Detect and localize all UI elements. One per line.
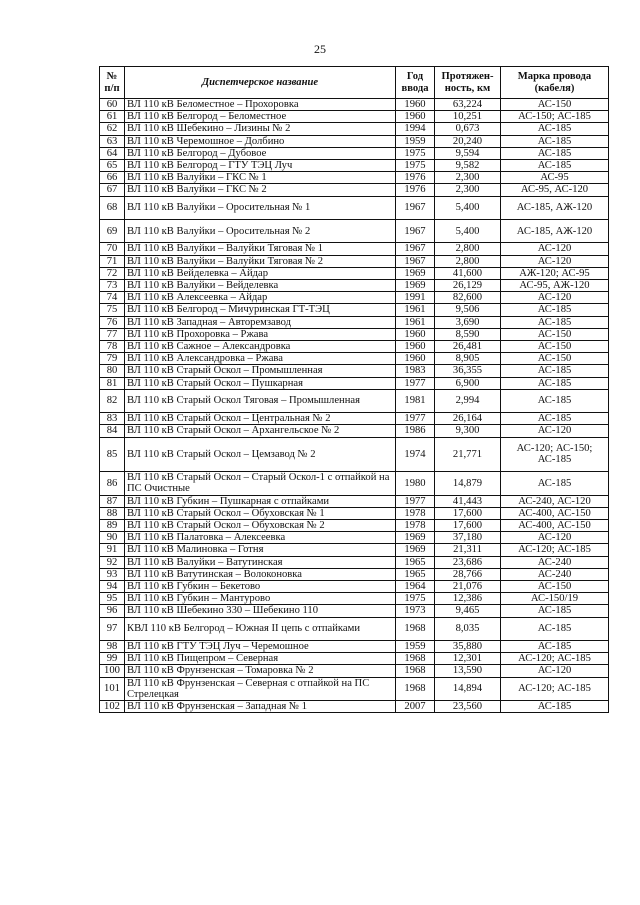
row-number: 102 [100,701,125,713]
row-number: 87 [100,495,125,507]
row-number: 74 [100,292,125,304]
line-length: 9,506 [435,304,501,316]
line-length: 2,800 [435,243,501,255]
line-name: ВЛ 110 кВ Шебекино 330 – Шебекино 110 [125,605,396,617]
wire-mark: АС-185 [501,123,609,135]
commission-year: 1994 [396,123,435,135]
commission-year: 1978 [396,507,435,519]
row-number: 72 [100,267,125,279]
table-row [100,472,609,495]
line-name: ВЛ 110 кВ Белгород – Беломестное [125,111,396,123]
row-number: 79 [100,353,125,365]
table-row [100,172,609,184]
line-name: ВЛ 110 кВ Губкин – Мантурово [125,593,396,605]
header-name: Диспетчерское название [125,67,396,99]
line-length: 5,400 [435,220,501,243]
line-name: ВЛ 110 кВ Малиновка – Готня [125,544,396,556]
commission-year: 1968 [396,617,435,640]
wire-mark: АС-185 [501,160,609,172]
line-length: 0,673 [435,123,501,135]
row-number: 75 [100,304,125,316]
line-name: КВЛ 110 кВ Белгород – Южная II цепь с отпайками [125,617,396,640]
wire-mark: АС-185 [501,304,609,316]
row-number: 89 [100,520,125,532]
wire-mark: АС-185 [501,641,609,653]
commission-year: 1961 [396,304,435,316]
commission-year: 1960 [396,111,435,123]
line-length: 9,594 [435,147,501,159]
line-name: ВЛ 110 кВ Пищепром – Северная [125,653,396,665]
wire-mark: АС-185 [501,617,609,640]
table-row [100,581,609,593]
commission-year: 1959 [396,641,435,653]
line-name: ВЛ 110 кВ Фрунзенская – Северная с отпайкой на ПС Стрелецкая [125,677,396,700]
commission-year: 1975 [396,147,435,159]
line-name: ВЛ 110 кВ Черемошное – Долбино [125,135,396,147]
row-number: 98 [100,641,125,653]
line-length: 12,386 [435,593,501,605]
commission-year: 1977 [396,495,435,507]
line-name: ВЛ 110 кВ Валуйки – Вейделевка [125,280,396,292]
commission-year: 1977 [396,377,435,389]
line-name: ВЛ 110 кВ Старый Оскол – Обуховская № 2 [125,520,396,532]
row-number: 83 [100,413,125,425]
header-length: Протяжен-ность, км [435,67,501,99]
line-length: 2,994 [435,389,501,412]
wire-mark: АС-95 [501,172,609,184]
line-name: ВЛ 110 кВ Старый Оскол – Старый Оскол-1 с отпайкой на ПС Очистные [125,472,396,495]
wire-mark: АС-185 [501,365,609,377]
row-number: 70 [100,243,125,255]
table-row [100,413,609,425]
table-row [100,147,609,159]
commission-year: 1968 [396,653,435,665]
line-length: 2,800 [435,255,501,267]
line-length: 9,300 [435,425,501,437]
commission-year: 1967 [396,243,435,255]
wire-mark: АС-120 [501,665,609,677]
row-number: 100 [100,665,125,677]
commission-year: 1975 [396,160,435,172]
line-name: ВЛ 110 кВ Валуйки – Валуйки Тяговая № 2 [125,255,396,267]
wire-mark: АС-185 [501,605,609,617]
table-header-row [100,67,609,99]
line-length: 10,251 [435,111,501,123]
line-name: ВЛ 110 кВ Валуйки – Оросительная № 2 [125,220,396,243]
wire-mark: АС-400, АС-150 [501,507,609,519]
line-name: ВЛ 110 кВ Ватутинская – Волоконовка [125,568,396,580]
line-name: ВЛ 110 кВ Валуйки – ГКС № 1 [125,172,396,184]
wire-mark: АС-150; АС-185 [501,111,609,123]
line-length: 41,600 [435,267,501,279]
row-number: 88 [100,507,125,519]
row-number: 101 [100,677,125,700]
commission-year: 1961 [396,316,435,328]
commission-year: 1973 [396,605,435,617]
row-number: 94 [100,581,125,593]
line-name: ВЛ 110 кВ Белгород – ГТУ ТЭЦ Луч [125,160,396,172]
line-name: ВЛ 110 кВ Западная – Авторемзавод [125,316,396,328]
line-length: 21,076 [435,581,501,593]
row-number: 62 [100,123,125,135]
line-length: 2,300 [435,172,501,184]
line-name: ВЛ 110 кВ ГТУ ТЭЦ Луч – Черемошное [125,641,396,653]
line-length: 8,590 [435,328,501,340]
table-row [100,160,609,172]
row-number: 71 [100,255,125,267]
row-number: 77 [100,328,125,340]
wire-mark: АС-95, АС-120 [501,184,609,196]
line-name: ВЛ 110 кВ Губкин – Пушкарная с отпайками [125,495,396,507]
commission-year: 1967 [396,255,435,267]
row-number: 69 [100,220,125,243]
table-row [100,304,609,316]
line-name: ВЛ 110 кВ Старый Оскол – Промышленная [125,365,396,377]
table-row [100,641,609,653]
wire-mark: АС-185 [501,413,609,425]
line-length: 17,600 [435,507,501,519]
line-name: ВЛ 110 кВ Александровка – Ржава [125,353,396,365]
header-wire: Марка провода (кабеля) [501,67,609,99]
line-length: 26,164 [435,413,501,425]
row-number: 63 [100,135,125,147]
commission-year: 1969 [396,280,435,292]
line-name: ВЛ 110 кВ Фрунзенская – Томаровка № 2 [125,665,396,677]
line-length: 17,600 [435,520,501,532]
wire-mark: АС-120 [501,255,609,267]
table-row [100,353,609,365]
row-number: 73 [100,280,125,292]
commission-year: 1959 [396,135,435,147]
commission-year: 1968 [396,677,435,700]
line-length: 9,582 [435,160,501,172]
line-length: 20,240 [435,135,501,147]
table-row [100,701,609,713]
table-row [100,568,609,580]
line-name: ВЛ 110 кВ Валуйки – ГКС № 2 [125,184,396,196]
line-length: 26,481 [435,341,501,353]
line-length: 41,443 [435,495,501,507]
row-number: 66 [100,172,125,184]
commission-year: 1980 [396,472,435,495]
row-number: 61 [100,111,125,123]
row-number: 78 [100,341,125,353]
table-row [100,507,609,519]
line-name: ВЛ 110 кВ Валуйки – Ватутинская [125,556,396,568]
table-row [100,425,609,437]
row-number: 76 [100,316,125,328]
table-row [100,196,609,219]
wire-mark: АС-185, АЖ-120 [501,220,609,243]
row-number: 99 [100,653,125,665]
commission-year: 1969 [396,267,435,279]
table-row [100,123,609,135]
wire-mark: АС-120 [501,243,609,255]
row-number: 92 [100,556,125,568]
wire-mark: АС-95, АЖ-120 [501,280,609,292]
table-row [100,135,609,147]
wire-mark: АС-185 [501,316,609,328]
wire-mark: АС-120; АС-185 [501,544,609,556]
commission-year: 1968 [396,665,435,677]
line-name: ВЛ 110 кВ Алексеевка – Айдар [125,292,396,304]
wire-mark: АС-150 [501,328,609,340]
table-body [100,99,609,713]
line-length: 8,905 [435,353,501,365]
commission-year: 1976 [396,172,435,184]
line-name: ВЛ 110 кВ Старый Оскол – Архангельское № 2 [125,425,396,437]
line-length: 23,560 [435,701,501,713]
line-name: ВЛ 110 кВ Старый Оскол – Цемзавод № 2 [125,437,396,472]
row-number: 84 [100,425,125,437]
line-name: ВЛ 110 кВ Фрунзенская – Западная № 1 [125,701,396,713]
commission-year: 1991 [396,292,435,304]
table-row [100,220,609,243]
row-number: 85 [100,437,125,472]
table-row [100,377,609,389]
line-length: 14,879 [435,472,501,495]
wire-mark: АС-185 [501,472,609,495]
commission-year: 1976 [396,184,435,196]
row-number: 86 [100,472,125,495]
wire-mark: АС-120 [501,532,609,544]
table-row [100,316,609,328]
line-length: 28,766 [435,568,501,580]
line-name: ВЛ 110 кВ Губкин – Бекетово [125,581,396,593]
line-length: 21,311 [435,544,501,556]
table-row [100,617,609,640]
commission-year: 1960 [396,328,435,340]
line-length: 26,129 [435,280,501,292]
wire-mark: АС-240, АС-120 [501,495,609,507]
table-row [100,520,609,532]
line-name: ВЛ 110 кВ Старый Оскол Тяговая – Промышленная [125,389,396,412]
table-row [100,111,609,123]
line-length: 9,465 [435,605,501,617]
table-row [100,677,609,700]
table-row [100,365,609,377]
table-row [100,605,609,617]
row-number: 65 [100,160,125,172]
wire-mark: АС-150 [501,99,609,111]
table-row [100,665,609,677]
power-lines-table [99,66,609,713]
commission-year: 1981 [396,389,435,412]
line-length: 23,686 [435,556,501,568]
wire-mark: АС-185 [501,135,609,147]
commission-year: 1964 [396,581,435,593]
line-length: 82,600 [435,292,501,304]
commission-year: 1960 [396,341,435,353]
table-row [100,243,609,255]
table-row [100,437,609,472]
line-name: ВЛ 110 кВ Беломестное – Прохоровка [125,99,396,111]
line-length: 63,224 [435,99,501,111]
line-length: 3,690 [435,316,501,328]
line-name: ВЛ 110 кВ Валуйки – Валуйки Тяговая № 1 [125,243,396,255]
table-row [100,341,609,353]
line-name: ВЛ 110 кВ Прохоровка – Ржава [125,328,396,340]
wire-mark: АС-120 [501,425,609,437]
header-number: № п/п [100,67,125,99]
commission-year: 2007 [396,701,435,713]
row-number: 80 [100,365,125,377]
line-name: ВЛ 110 кВ Сажное – Александровка [125,341,396,353]
row-number: 93 [100,568,125,580]
table-row [100,532,609,544]
wire-mark: АС-120 [501,292,609,304]
line-name: ВЛ 110 кВ Вейделевка – Айдар [125,267,396,279]
commission-year: 1960 [396,99,435,111]
row-number: 96 [100,605,125,617]
line-length: 35,880 [435,641,501,653]
commission-year: 1983 [396,365,435,377]
wire-mark: АС-120; АС-185 [501,677,609,700]
row-number: 81 [100,377,125,389]
table-row [100,389,609,412]
table-row [100,99,609,111]
table-row [100,328,609,340]
row-number: 68 [100,196,125,219]
row-number: 95 [100,593,125,605]
row-number: 90 [100,532,125,544]
row-number: 82 [100,389,125,412]
row-number: 67 [100,184,125,196]
wire-mark: АС-150/19 [501,593,609,605]
line-length: 12,301 [435,653,501,665]
wire-mark: АС-185 [501,701,609,713]
wire-mark: АС-240 [501,556,609,568]
line-name: ВЛ 110 кВ Старый Оскол – Пушкарная [125,377,396,389]
commission-year: 1965 [396,568,435,580]
commission-year: 1969 [396,532,435,544]
table-row [100,495,609,507]
wire-mark: АС-150 [501,581,609,593]
commission-year: 1969 [396,544,435,556]
row-number: 97 [100,617,125,640]
line-length: 36,355 [435,365,501,377]
table-row [100,292,609,304]
commission-year: 1974 [396,437,435,472]
commission-year: 1965 [396,556,435,568]
header-year: Год ввода [396,67,435,99]
commission-year: 1986 [396,425,435,437]
wire-mark: АС-185 [501,147,609,159]
line-length: 14,894 [435,677,501,700]
line-name: ВЛ 110 кВ Палатовка – Алексеевка [125,532,396,544]
line-name: ВЛ 110 кВ Валуйки – Оросительная № 1 [125,196,396,219]
commission-year: 1975 [396,593,435,605]
row-number: 91 [100,544,125,556]
wire-mark: АС-150 [501,353,609,365]
wire-mark: АС-120; АС-185 [501,653,609,665]
wire-mark: АС-185, АЖ-120 [501,196,609,219]
line-length: 2,300 [435,184,501,196]
wire-mark: АС-400, АС-150 [501,520,609,532]
commission-year: 1967 [396,220,435,243]
line-name: ВЛ 110 кВ Шебекино – Лизины № 2 [125,123,396,135]
wire-mark: АЖ-120; АС-95 [501,267,609,279]
table-row [100,184,609,196]
table-row [100,556,609,568]
line-name: ВЛ 110 кВ Белгород – Дубовое [125,147,396,159]
row-number: 64 [100,147,125,159]
wire-mark: АС-150 [501,341,609,353]
line-name: ВЛ 110 кВ Старый Оскол – Обуховская № 1 [125,507,396,519]
table-row [100,255,609,267]
line-length: 37,180 [435,532,501,544]
table-row [100,267,609,279]
table-row [100,593,609,605]
commission-year: 1960 [396,353,435,365]
commission-year: 1978 [396,520,435,532]
table-row [100,544,609,556]
commission-year: 1977 [396,413,435,425]
row-number: 60 [100,99,125,111]
line-name: ВЛ 110 кВ Белгород – Мичуринская ГТ-ТЭЦ [125,304,396,316]
line-length: 6,900 [435,377,501,389]
table-row [100,653,609,665]
wire-mark: АС-185 [501,389,609,412]
line-length: 8,035 [435,617,501,640]
page-number: 25 [314,42,326,56]
commission-year: 1967 [396,196,435,219]
wire-mark: АС-240 [501,568,609,580]
table-row [100,280,609,292]
wire-mark: АС-185 [501,377,609,389]
line-name: ВЛ 110 кВ Старый Оскол – Центральная № 2 [125,413,396,425]
line-length: 13,590 [435,665,501,677]
line-length: 5,400 [435,196,501,219]
line-length: 21,771 [435,437,501,472]
wire-mark: АС-120; АС-150; АС-185 [501,437,609,472]
